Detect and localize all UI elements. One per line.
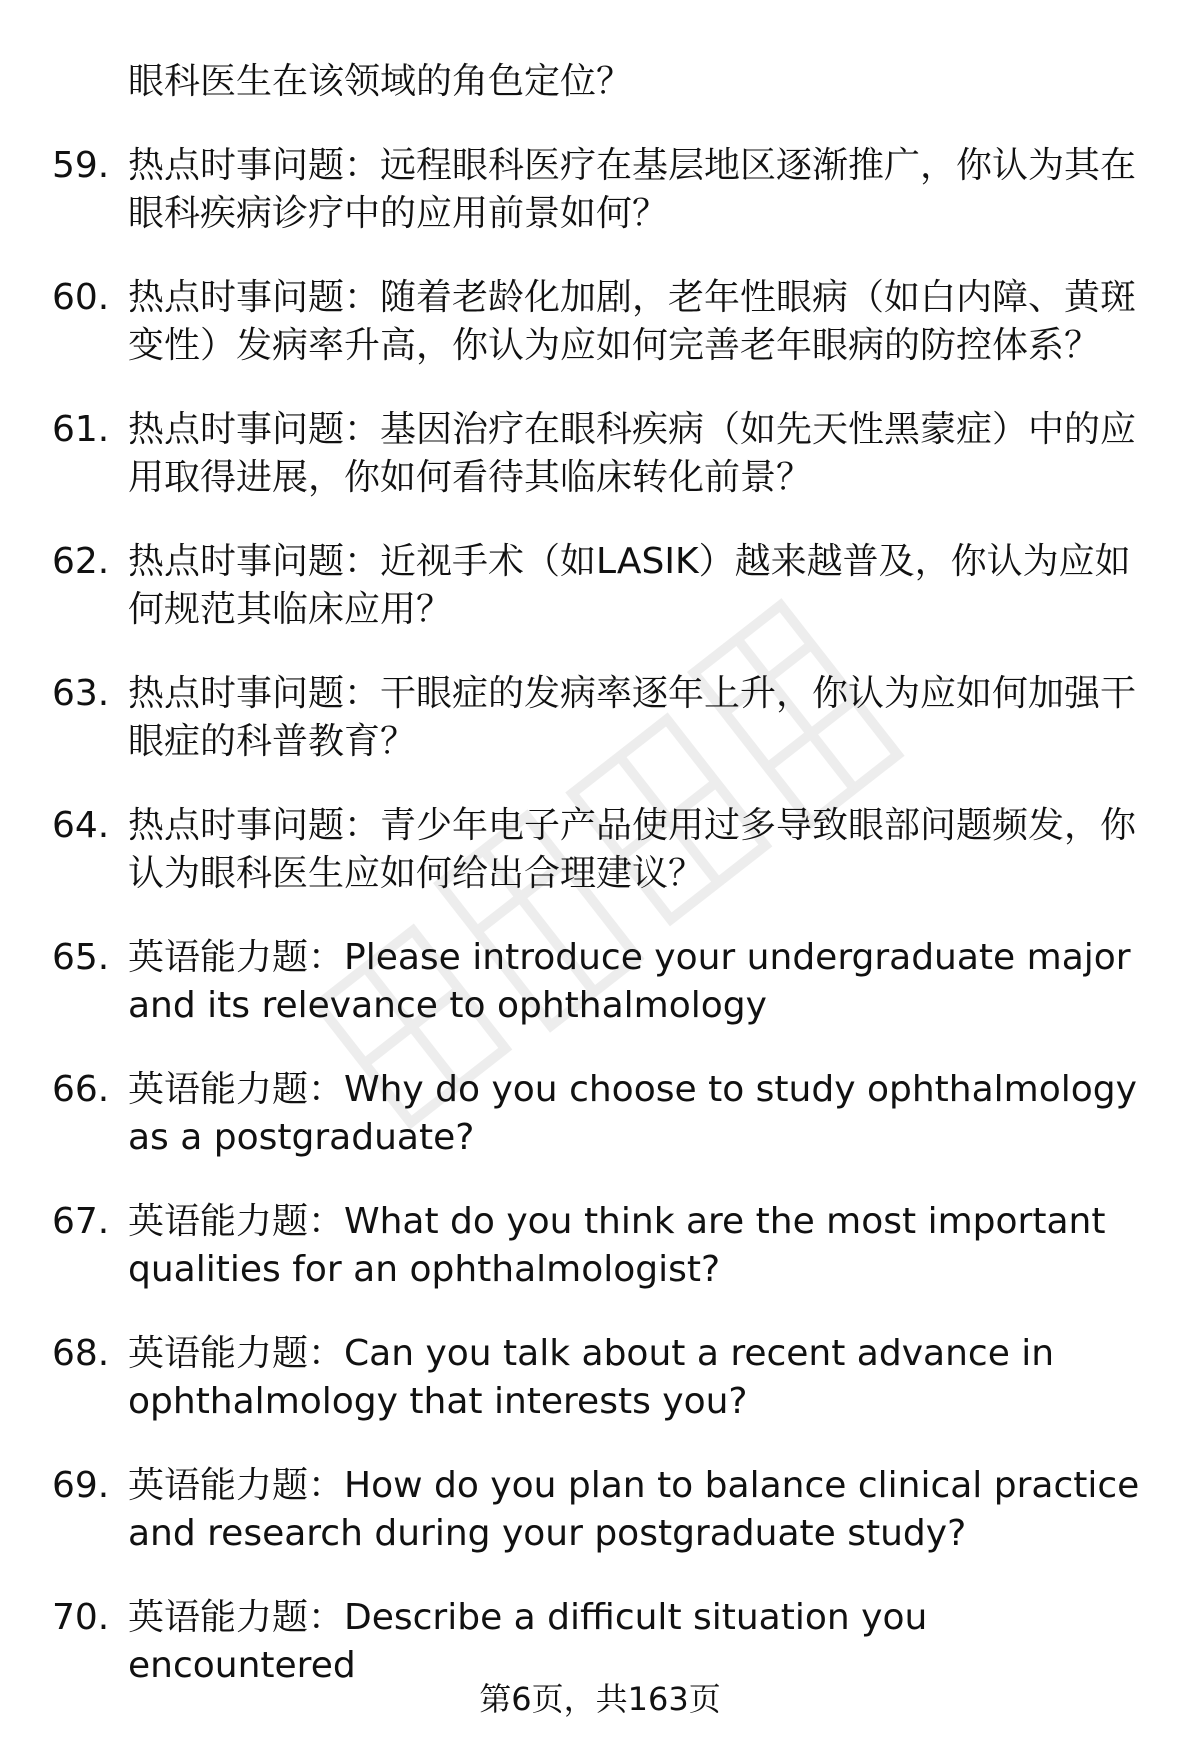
question-number: 61. <box>52 409 110 450</box>
question-item-59 <box>52 142 1152 238</box>
question-item-65 <box>52 934 1152 1030</box>
question-text: 英语能力题：Why do you choose to study ophthalmology as a postgraduate? <box>128 1069 1137 1158</box>
question-text: 英语能力题：How do you plan to balance clinical practice and research during your postgraduate study? <box>128 1465 1140 1554</box>
question-number: 59. <box>52 145 110 186</box>
question-item-63 <box>52 670 1152 766</box>
question-item-70 <box>52 1594 1152 1690</box>
question-text: 热点时事问题：基因治疗在眼科疾病（如先天性黑蒙症）中的应用取得进展，你如何看待其临床转化前景？ <box>128 409 1137 498</box>
question-number: 70. <box>52 1597 110 1638</box>
question-number: 65. <box>52 937 110 978</box>
question-item-69 <box>52 1462 1152 1558</box>
question-text: 英语能力题：Please introduce your undergraduate major and its relevance to ophthalmology <box>128 937 1131 1026</box>
question-item-67 <box>52 1198 1152 1294</box>
question-text: 热点时事问题：随着老龄化加剧，老年性眼病（如白内障、黄斑变性）发病率升高，你认为应如何完善老年眼病的防控体系？ <box>128 277 1137 366</box>
question-text: 热点时事问题：干眼症的发病率逐年上升，你认为应如何加强干眼症的科普教育？ <box>128 673 1137 762</box>
question-text: 热点时事问题：青少年电子产品使用过多导致眼部问题频发，你认为眼科医生应如何给出合理建议？ <box>128 805 1137 894</box>
question-item-62 <box>52 538 1152 634</box>
question-number: 60. <box>52 277 110 318</box>
question-number: 69. <box>52 1465 110 1506</box>
question-number: 63. <box>52 673 110 714</box>
question-number: 64. <box>52 805 110 846</box>
question-item-68 <box>52 1330 1152 1426</box>
question-text: 热点时事问题：远程眼科医疗在基层地区逐渐推广，你认为其在眼科疾病诊疗中的应用前景如何？ <box>128 145 1137 234</box>
question-text: 英语能力题：Can you talk about a recent advance in ophthalmology that interests you? <box>128 1333 1055 1422</box>
continued-question-text: 眼科医生在该领域的角色定位？ <box>128 61 633 102</box>
question-list <box>52 58 1152 1726</box>
page-footer <box>0 1679 1200 1719</box>
question-text: 英语能力题：Describe a difficult situation you encountered <box>128 1597 928 1686</box>
question-item-66 <box>52 1066 1152 1162</box>
question-number: 67. <box>52 1201 110 1242</box>
question-number: 66. <box>52 1069 110 1110</box>
question-text: 热点时事问题：近视手术（如LASIK）越来越普及，你认为应如何规范其临床应用？ <box>128 541 1131 630</box>
page-number-label: 第6页，共163页 <box>479 1680 721 1718</box>
question-number: 68. <box>52 1333 110 1374</box>
question-item-64 <box>52 802 1152 898</box>
question-text: 英语能力题：What do you think are the most important qualities for an ophthalmologist? <box>128 1201 1106 1290</box>
question-item-61 <box>52 406 1152 502</box>
question-item-60 <box>52 274 1152 370</box>
question-number: 62. <box>52 541 110 582</box>
